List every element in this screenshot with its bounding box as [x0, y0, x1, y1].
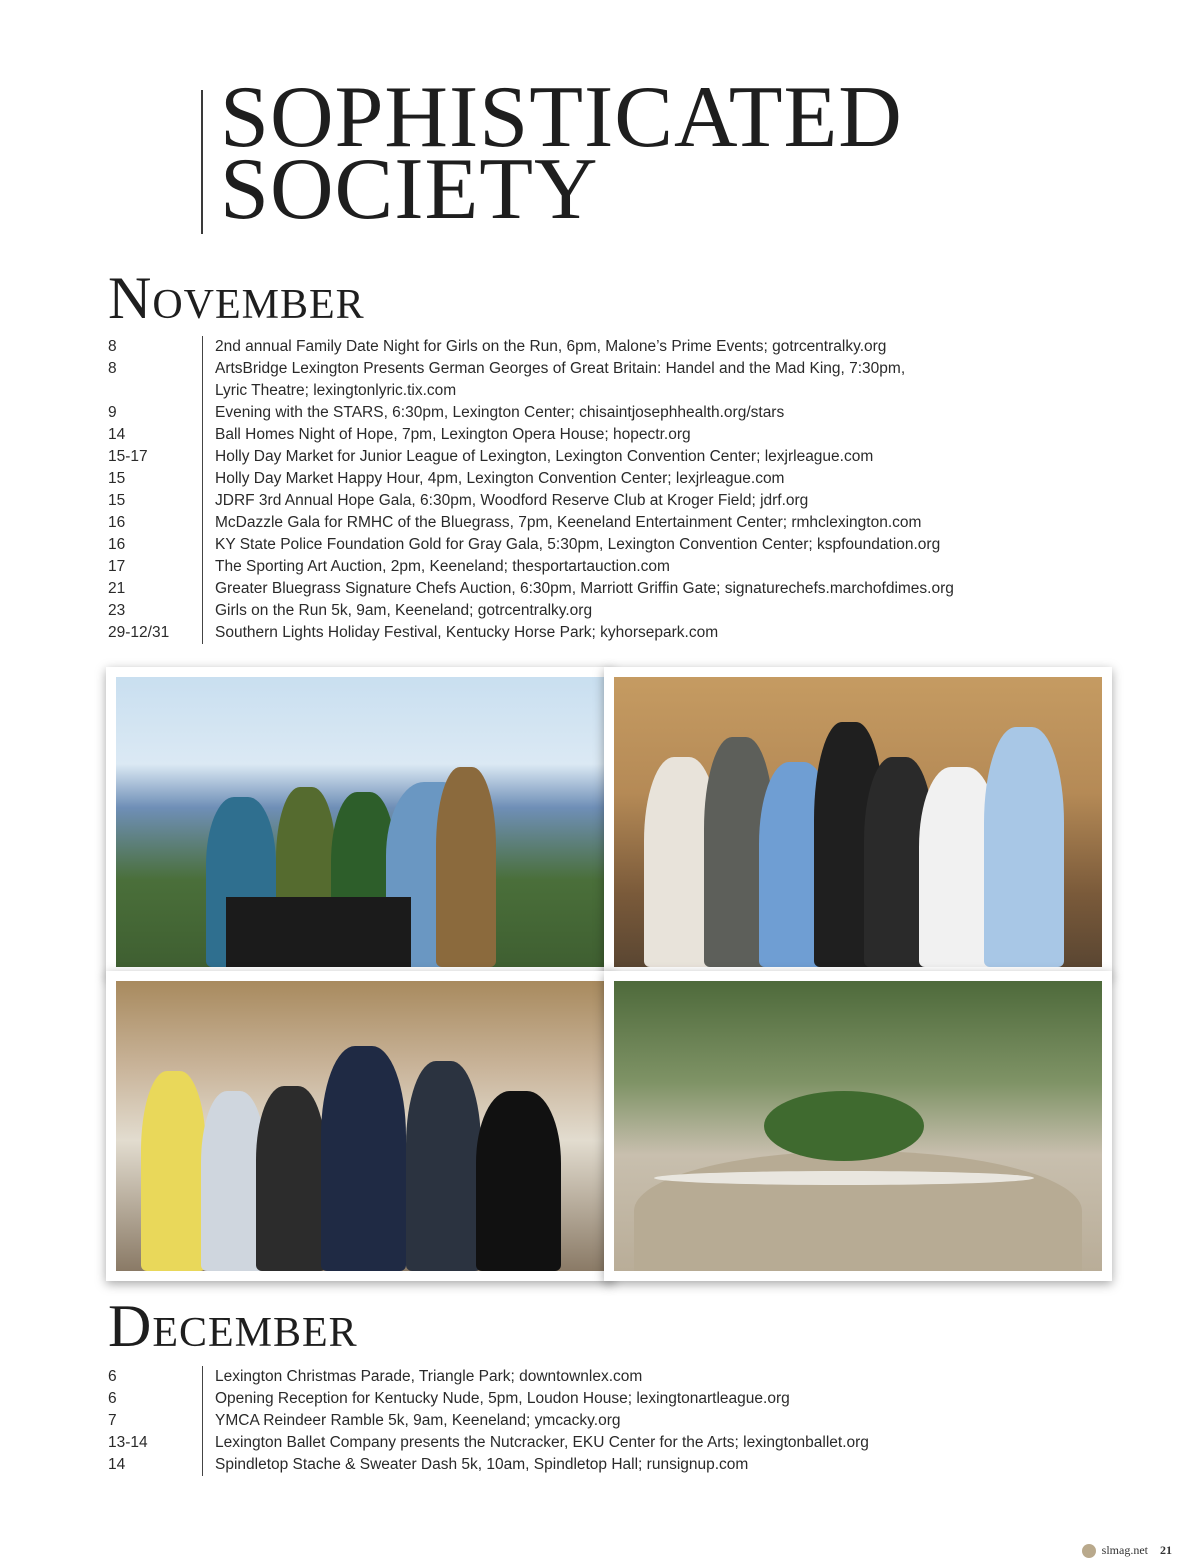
event-row: [108, 446, 1108, 468]
event-date: 15: [108, 492, 126, 509]
event-date: 8: [108, 338, 117, 355]
event-description: YMCA Reindeer Ramble 5k, 9am, Keeneland; ymcacky.org: [215, 1412, 621, 1429]
event-row: [108, 1366, 1108, 1388]
event-row: [108, 1454, 1108, 1476]
november-heading: November: [108, 265, 365, 331]
event-description: Opening Reception for Kentucky Nude, 5pm, Loudon House; lexingtonartleague.org: [215, 1390, 790, 1407]
event-row: [108, 1388, 1108, 1410]
event-date: 16: [108, 514, 126, 531]
event-date: 6: [108, 1390, 117, 1407]
event-row: [108, 424, 1108, 446]
page-title: [220, 69, 903, 238]
event-row: [108, 1410, 1108, 1432]
title-line-1: SOPHISTICATED: [220, 69, 903, 166]
event-date: 6: [108, 1368, 117, 1385]
event-date: 15: [108, 470, 126, 487]
december-heading: December: [108, 1293, 358, 1359]
event-date: 15-17: [108, 448, 148, 465]
event-description: McDazzle Gala for RMHC of the Bluegrass, 7pm, Keeneland Entertainment Center; rmhclexington.com: [215, 514, 922, 531]
event-date: 29-12/31: [108, 624, 170, 641]
event-description: Lexington Ballet Company presents the Nutcracker, EKU Center for the Arts; lexingtonballet.org: [215, 1434, 869, 1451]
photo-band-at-stadium: [106, 667, 614, 977]
event-description: Girls on the Run 5k, 9am, Keeneland; gotrcentralky.org: [215, 602, 593, 619]
event-row: [108, 622, 1108, 644]
event-row: [108, 358, 1108, 380]
photo-group-at-gala: [604, 667, 1112, 977]
event-row: [108, 556, 1108, 578]
event-description: Greater Bluegrass Signature Chefs Auction, 6:30pm, Marriott Griffin Gate; signaturechefs.marchofdimes.org: [215, 580, 954, 597]
november-event-list: [108, 336, 1108, 644]
page-number: 21: [1160, 1543, 1172, 1557]
event-row: [108, 1432, 1108, 1454]
event-list-rule: [202, 1366, 203, 1476]
event-row: [108, 336, 1108, 358]
event-row: [108, 534, 1108, 556]
event-row: [108, 380, 1108, 402]
event-date: 9: [108, 404, 117, 421]
event-date: 16: [108, 536, 126, 553]
event-description: Holly Day Market Happy Hour, 4pm, Lexington Convention Center; lexjrleague.com: [215, 470, 785, 487]
site-url: slmag.net: [1101, 1543, 1148, 1557]
photo-dinner-table-setting: [604, 971, 1112, 1281]
title-line-2: SOCIETY: [220, 141, 599, 238]
event-date: 7: [108, 1412, 117, 1429]
event-date: 17: [108, 558, 126, 575]
event-date: 23: [108, 602, 126, 619]
event-description: JDRF 3rd Annual Hope Gala, 6:30pm, Woodford Reserve Club at Kroger Field; jdrf.org: [215, 492, 809, 509]
magazine-seal-icon: [1082, 1544, 1096, 1558]
photo-gallery: [106, 667, 1112, 1281]
event-description: KY State Police Foundation Gold for Gray Gala, 5:30pm, Lexington Convention Center; kspfoundation.org: [215, 536, 941, 553]
event-date: 21: [108, 580, 126, 597]
event-date: 14: [108, 1456, 126, 1473]
event-row: [108, 490, 1108, 512]
event-description: Holly Day Market for Junior League of Lexington, Lexington Convention Center; lexjrleague.com: [215, 448, 874, 465]
event-date: 8: [108, 360, 117, 377]
event-description: Evening with the STARS, 6:30pm, Lexington Center; chisaintjosephhealth.org/stars: [215, 404, 785, 421]
page-footer: [1082, 1543, 1172, 1558]
event-row: [108, 512, 1108, 534]
december-event-list: [108, 1366, 1108, 1476]
event-row: [108, 402, 1108, 424]
title-rule: [201, 90, 203, 234]
event-date: 14: [108, 426, 126, 443]
event-row: [108, 600, 1108, 622]
event-row: [108, 468, 1108, 490]
event-date: [108, 380, 215, 402]
event-description: Southern Lights Holiday Festival, Kentucky Horse Park; kyhorsepark.com: [215, 624, 719, 641]
event-description: Lyric Theatre; lexingtonlyric.tix.com: [215, 382, 457, 399]
event-description: ArtsBridge Lexington Presents German Georges of Great Britain: Handel and the Mad King, 7:30pm,: [215, 360, 906, 377]
event-date: 13-14: [108, 1434, 148, 1451]
event-description: 2nd annual Family Date Night for Girls on the Run, 6pm, Malone’s Prime Events; gotrcentralky.org: [215, 338, 887, 355]
event-description: Lexington Christmas Parade, Triangle Park; downtownlex.com: [215, 1368, 643, 1385]
event-list-rule: [202, 336, 203, 644]
event-description: The Sporting Art Auction, 2pm, Keeneland; thesportartauction.com: [215, 558, 670, 575]
event-row: [108, 578, 1108, 600]
photo-guests-at-horse-park: [106, 971, 614, 1281]
event-description: Ball Homes Night of Hope, 7pm, Lexington Opera House; hopectr.org: [215, 426, 691, 443]
event-description: Spindletop Stache & Sweater Dash 5k, 10am, Spindletop Hall; runsignup.com: [215, 1456, 749, 1473]
